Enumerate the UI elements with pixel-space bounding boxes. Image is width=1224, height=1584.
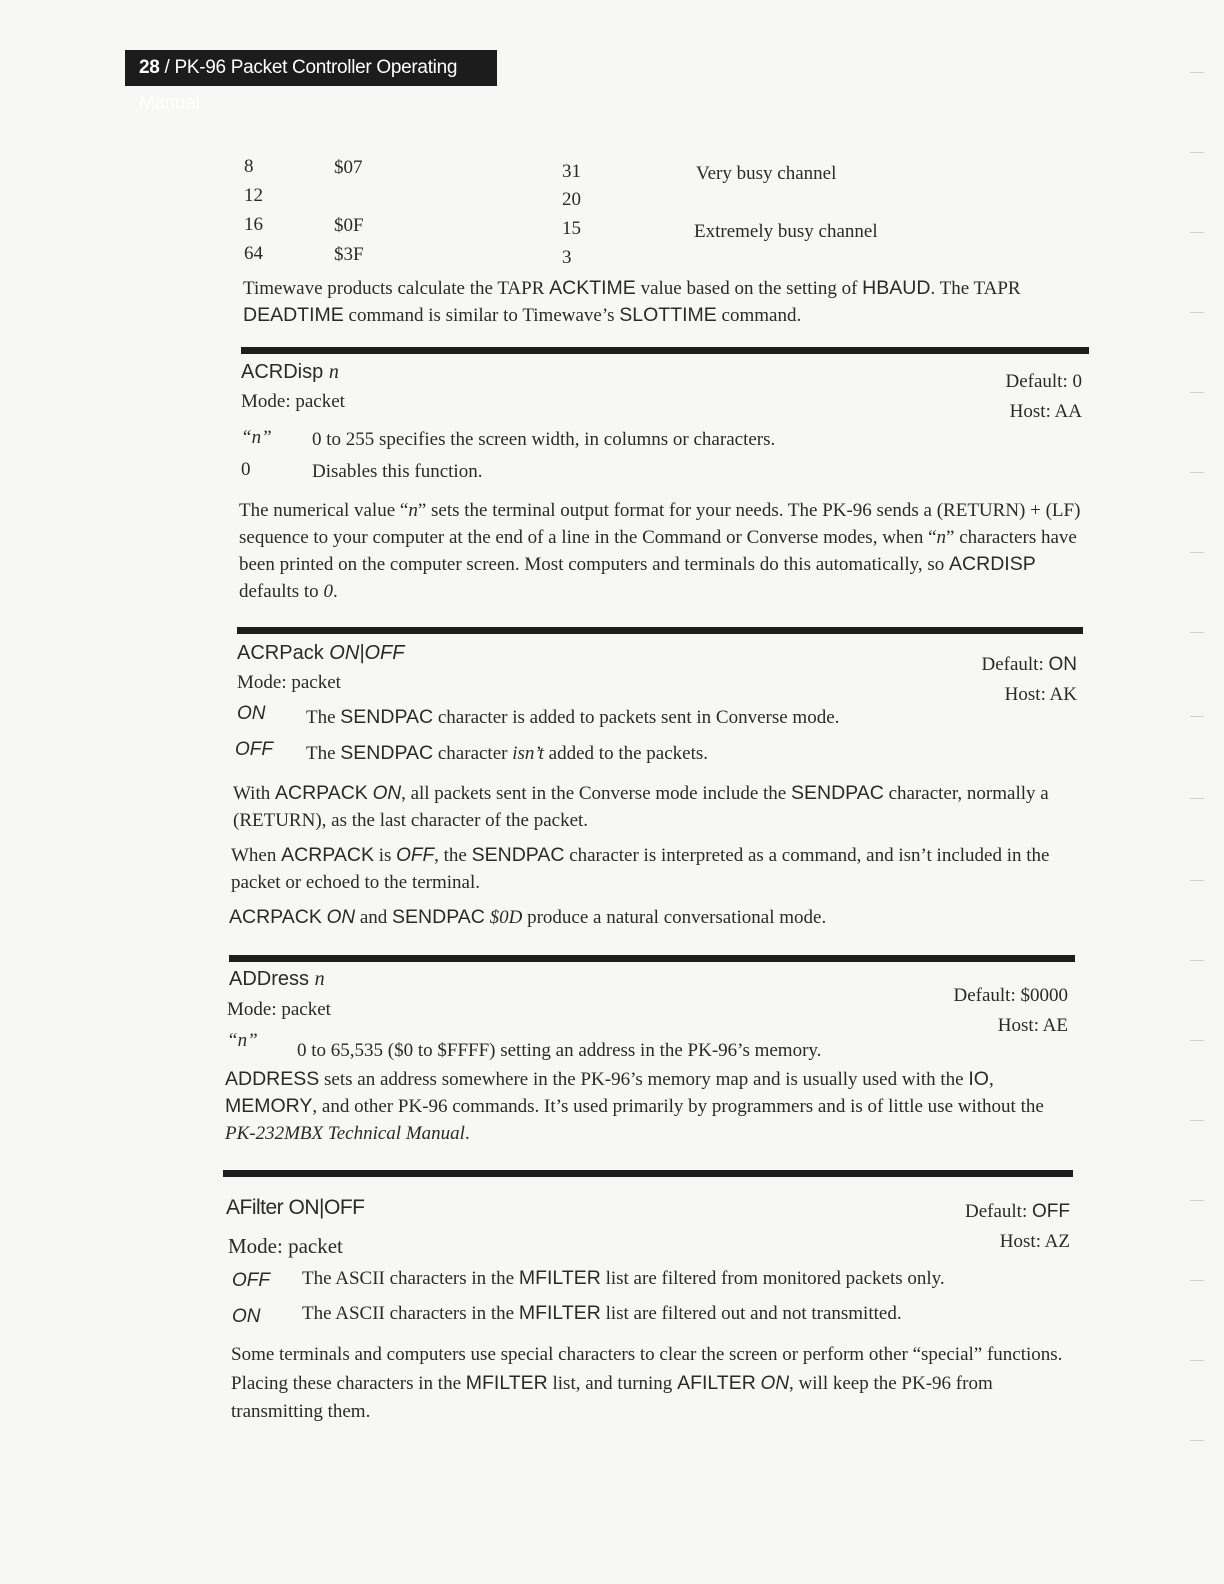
command-host: Host: AA: [1009, 401, 1082, 422]
command-default: Default: OFF: [964, 1201, 1070, 1222]
table-cell: $07: [334, 157, 363, 178]
command-mode: Mode: packet: [227, 999, 331, 1020]
description-paragraph: With ACRPACK ON, all packets sent in the Converse mode include the SENDPAC character, normally a (RETURN), as the last character of the packet.: [233, 782, 1049, 831]
option-key: ON: [237, 703, 266, 724]
description-paragraph: When ACRPACK is OFF, the SENDPAC character is interpreted as a command, and isn’t included in the packet or echoed to the terminal.: [231, 844, 1050, 893]
section-divider: [223, 1170, 1073, 1177]
description-paragraph: The numerical value “n” sets the terminal output format for your needs. The PK-96 sends a (RETURN) + (LF) sequence to your computer at the end of a line in the Command or Converse modes, when “n” characters have been printed on the computer screen. Most computers and terminals do this automatically, so ACRDISP defaults to 0.: [239, 500, 1081, 602]
command-name: ACRPack ON|OFF: [237, 642, 405, 664]
command-default: Default: 0: [1005, 371, 1082, 392]
option-text: Disables this function.: [312, 461, 483, 482]
option-key: OFF: [232, 1270, 270, 1291]
table-cell: 64: [244, 243, 263, 264]
table-cell: 15: [562, 218, 581, 239]
command-host: Host: AE: [997, 1015, 1068, 1036]
option-key: OFF: [235, 739, 273, 760]
command-host: Host: AK: [1004, 684, 1077, 705]
table-cell: 12: [244, 185, 263, 206]
description-paragraph: Some terminals and computers use special characters to clear the screen or perform other “special” functions. Placing these characters in the MFILTER list, and turning AFILTER ON, will keep the PK-96 from transmitting them.: [231, 1344, 1063, 1422]
command-mode: Mode: packet: [237, 672, 341, 693]
section-divider: [229, 955, 1075, 962]
table-cell: $0F: [334, 215, 364, 236]
command-mode: Mode: packet: [228, 1234, 343, 1258]
option-key: “n”: [227, 1030, 258, 1051]
option-text: The SENDPAC character isn’t added to the packets.: [306, 742, 709, 764]
section-divider: [237, 627, 1083, 634]
description-paragraph: ADDRESS sets an address somewhere in the PK-96’s memory map and is usually used with the IO, MEMORY, and other PK-96 commands. It’s used primarily by programmers and is of little use without the PK-232MBX Technical Manual.: [225, 1068, 1044, 1144]
page-number: 28: [139, 57, 160, 78]
command-name: AFilter ON|OFF: [226, 1196, 365, 1219]
manual-title: / PK-96 Packet Controller Operating Manual: [139, 57, 458, 114]
command-name: ADDress n: [229, 968, 325, 990]
description-paragraph: ACRPACK ON and SENDPAC $0D produce a natural conversational mode.: [229, 906, 827, 928]
option-text: 0 to 255 specifies the screen width, in columns or characters.: [312, 429, 776, 450]
command-host: Host: AZ: [999, 1231, 1070, 1252]
table-cell: Extremely busy channel: [694, 221, 878, 242]
option-text: The ASCII characters in the MFILTER list are filtered from monitored packets only.: [302, 1267, 945, 1289]
command-name: ACRDisp n: [241, 361, 339, 383]
option-text: The ASCII characters in the MFILTER list are filtered out and not transmitted.: [302, 1302, 902, 1324]
section-divider: [241, 347, 1089, 354]
command-default: Default: ON: [981, 654, 1077, 675]
table-cell: 16: [244, 214, 263, 235]
option-text: 0 to 65,535 ($0 to $FFFF) setting an address in the PK-96’s memory.: [297, 1040, 822, 1061]
option-key: ON: [232, 1306, 261, 1327]
command-mode: Mode: packet: [241, 391, 345, 412]
table-cell: 20: [562, 189, 581, 210]
command-default: Default: $0000: [953, 985, 1068, 1006]
table-cell: 31: [562, 161, 581, 182]
page-header: [125, 50, 497, 114]
table-cell: $3F: [334, 244, 364, 265]
table-cell: 3: [562, 247, 572, 268]
intro-paragraph: Timewave products calculate the TAPR ACKTIME value based on the setting of HBAUD. The TAPR DEADTIME command is similar to Timewave’s SLOTTIME command.: [243, 277, 1021, 326]
option-key: 0: [241, 459, 251, 480]
table-cell: Very busy channel: [696, 163, 837, 184]
option-text: The SENDPAC character is added to packets sent in Converse mode.: [306, 706, 840, 728]
option-key: “n”: [241, 427, 272, 448]
table-cell: 8: [244, 156, 254, 177]
